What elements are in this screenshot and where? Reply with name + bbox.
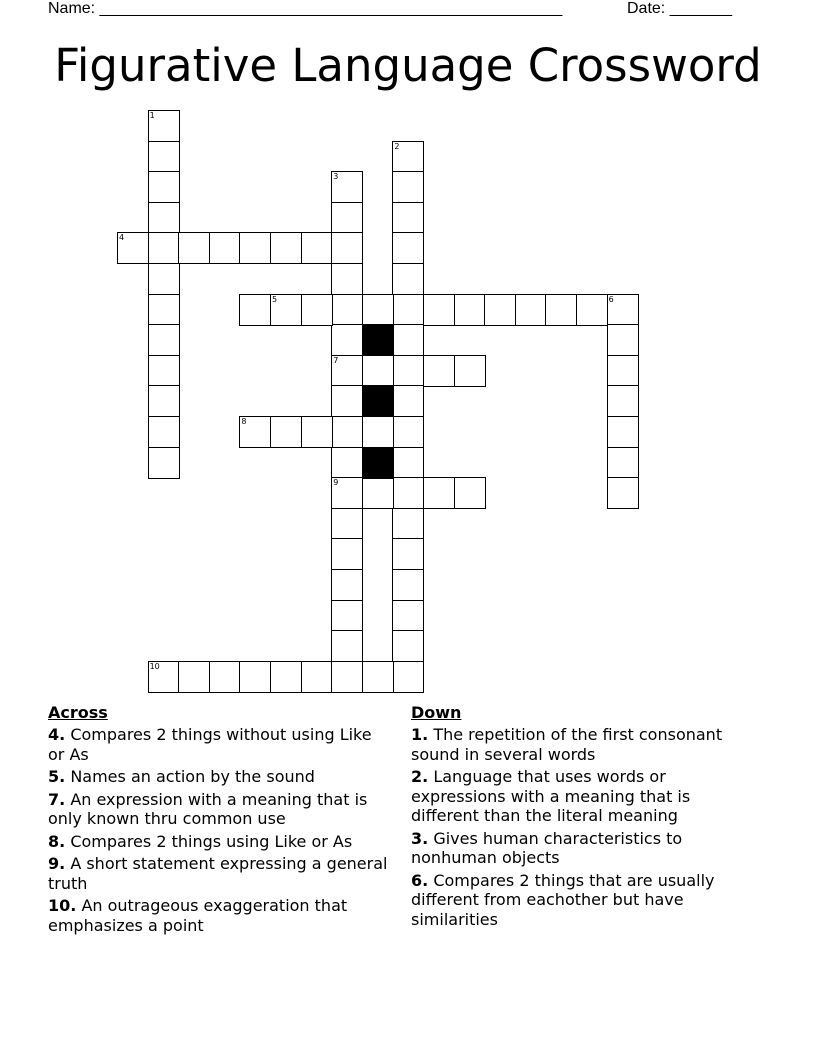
across-clue [48, 790, 393, 829]
across-clue [48, 767, 393, 787]
crossword-cell[interactable] [392, 263, 424, 295]
clue-number: 1. [411, 725, 429, 744]
clue-number: 9. [48, 854, 66, 873]
crossword-cell[interactable] [454, 477, 486, 509]
crossword-cell[interactable] [607, 355, 639, 387]
page-title: Figurative Language Crossword [54, 39, 762, 92]
cell-number: 2 [394, 141, 400, 151]
crossword-cell[interactable] [148, 294, 180, 326]
crossword-cell[interactable] [331, 263, 363, 295]
crossword-cell[interactable] [392, 355, 424, 387]
crossword-cell[interactable] [362, 294, 394, 326]
crossword-cell[interactable] [331, 171, 363, 203]
cell-number: 7 [333, 355, 339, 365]
clue-number: 2. [411, 767, 429, 786]
cell-number: 3 [333, 172, 339, 182]
clue-text: Compares 2 things without using Like or As [48, 725, 372, 764]
clue-number: 7. [48, 789, 66, 809]
crossword-cell[interactable] [331, 538, 363, 570]
crossword-cell[interactable] [362, 416, 394, 448]
clue-text: Names an action by the sound [70, 767, 315, 786]
crossword-cell[interactable] [392, 477, 424, 509]
crossword-cell[interactable] [392, 324, 424, 356]
crossword-cell[interactable] [392, 141, 424, 173]
crossword-cell[interactable] [301, 294, 333, 326]
crossword-cell[interactable] [148, 385, 180, 417]
crossword-cell[interactable] [423, 355, 455, 387]
crossword-cell[interactable] [331, 661, 363, 693]
crossword-cell[interactable] [484, 294, 516, 326]
across-clue [48, 725, 393, 764]
crossword-cell[interactable] [331, 232, 363, 264]
crossword-cell[interactable] [239, 416, 271, 448]
cell-number: 8 [241, 417, 247, 426]
crossword-cell[interactable] [148, 447, 180, 479]
crossword-cell[interactable] [270, 232, 302, 264]
crossword-cell[interactable] [331, 294, 363, 326]
down-clue [411, 871, 756, 930]
crossword-cell[interactable] [209, 232, 241, 264]
crossword-cell[interactable] [331, 600, 363, 632]
crossword-cell[interactable] [392, 508, 424, 540]
crossword-cell[interactable] [331, 324, 363, 356]
crossword-cell[interactable] [515, 294, 547, 326]
cell-number: 10 [149, 661, 160, 671]
down-heading: Down [411, 703, 462, 722]
name-field-label[interactable]: Name: ____________________________________________________ [48, 0, 563, 17]
clue-text: An outrageous exaggeration that emphasizes a point [48, 896, 348, 935]
clue-number: 4. [48, 725, 66, 744]
crossword-cell[interactable] [392, 569, 424, 601]
clue-number: 6. [411, 870, 429, 890]
crossword-cell[interactable] [454, 355, 486, 387]
cell-number: 9 [333, 478, 339, 488]
date-field-label[interactable]: Date: _______ [627, 0, 732, 17]
down-clue-list [411, 725, 756, 929]
clue-text: Compares 2 things that are usually different from eachother but have similarities [411, 870, 715, 929]
cell-number: 1 [149, 111, 155, 120]
down-clues [411, 703, 756, 932]
across-heading: Across [48, 703, 108, 722]
shaded-cell [362, 385, 394, 417]
across-clues [48, 703, 393, 938]
crossword-cell[interactable] [392, 171, 424, 203]
crossword-cell[interactable] [239, 661, 271, 693]
crossword-cell[interactable] [270, 661, 302, 693]
crossword-cell[interactable] [331, 508, 363, 540]
crossword-cell[interactable] [148, 110, 180, 142]
across-clue-list [48, 725, 393, 935]
crossword-cell[interactable] [392, 202, 424, 234]
clue-text: An expression with a meaning that is only known thru common use [48, 789, 368, 828]
crossword-cell[interactable] [239, 294, 271, 326]
crossword-cell[interactable] [148, 324, 180, 356]
crossword-cell[interactable] [331, 385, 363, 417]
clue-number: 3. [411, 828, 429, 848]
crossword-cell[interactable] [392, 630, 424, 662]
clue-text: The repetition of the first consonant sound in several words [411, 725, 723, 764]
across-clue [48, 854, 393, 893]
crossword-cell[interactable] [331, 477, 363, 509]
crossword-cell[interactable] [148, 202, 180, 234]
crossword-cell[interactable] [392, 232, 424, 264]
crossword-cell[interactable] [209, 661, 241, 693]
clue-text: Compares 2 things using Like or As [70, 831, 353, 851]
shaded-cell [362, 324, 394, 356]
crossword-cell[interactable] [178, 232, 210, 264]
crossword-cell[interactable] [576, 294, 608, 326]
crossword-cell[interactable] [607, 294, 639, 326]
crossword-cell[interactable] [392, 661, 424, 693]
crossword-cell[interactable] [117, 232, 149, 264]
cell-number: 6 [608, 294, 614, 304]
crossword-cell[interactable] [545, 294, 577, 326]
clue-number: 5. [48, 767, 66, 786]
crossword-cell[interactable] [148, 171, 180, 203]
down-clue [411, 829, 756, 868]
crossword-cell[interactable] [454, 294, 486, 326]
clue-number: 8. [48, 831, 66, 851]
down-clue [411, 725, 756, 764]
crossword-cell[interactable] [392, 538, 424, 570]
crossword-cell[interactable] [270, 416, 302, 448]
crossword-cell[interactable] [331, 355, 363, 387]
crossword-cell[interactable] [607, 385, 639, 417]
clue-text: Language that uses words or expressions with a meaning that is different than the literal meaning [411, 767, 691, 825]
shaded-cell [362, 447, 394, 479]
crossword-cell[interactable] [392, 447, 424, 479]
crossword-cell[interactable] [148, 263, 180, 295]
crossword-cell[interactable] [392, 385, 424, 417]
crossword-cell[interactable] [362, 355, 394, 387]
crossword-cell[interactable] [607, 477, 639, 509]
crossword-cell[interactable] [607, 447, 639, 479]
down-clue [411, 767, 756, 826]
crossword-cell[interactable] [423, 294, 455, 326]
crossword-cell[interactable] [362, 477, 394, 509]
crossword-cell[interactable] [148, 232, 180, 264]
crossword-cell[interactable] [331, 416, 363, 448]
crossword-cell[interactable] [331, 630, 363, 662]
crossword-cell[interactable] [607, 416, 639, 448]
crossword-cell[interactable] [331, 202, 363, 234]
across-clue [48, 832, 393, 852]
crossword-cell[interactable] [301, 661, 333, 693]
crossword-cell[interactable] [392, 416, 424, 448]
clue-text: A short statement expressing a general truth [48, 854, 388, 893]
crossword-cell[interactable] [301, 416, 333, 448]
clue-number: 10. [48, 896, 77, 915]
cell-number: 5 [272, 294, 278, 304]
crossword-cell[interactable] [178, 661, 210, 693]
crossword-cell[interactable] [392, 294, 424, 326]
crossword-cell[interactable] [362, 661, 394, 693]
crossword-cell[interactable] [148, 416, 180, 448]
crossword-cell[interactable] [607, 324, 639, 356]
crossword-cell[interactable] [331, 447, 363, 479]
crossword-cell[interactable] [148, 141, 180, 173]
crossword-cell[interactable] [270, 294, 302, 326]
crossword-cell[interactable] [392, 600, 424, 632]
across-clue [48, 896, 393, 935]
crossword-cell[interactable] [148, 355, 180, 387]
crossword-cell[interactable] [239, 232, 271, 264]
crossword-cell[interactable] [301, 232, 333, 264]
cell-number: 4 [119, 233, 125, 243]
crossword-cell[interactable] [331, 569, 363, 601]
crossword-cell[interactable] [423, 477, 455, 509]
crossword-cell[interactable] [148, 661, 180, 693]
clue-text: Gives human characteristics to nonhuman objects [411, 828, 683, 867]
